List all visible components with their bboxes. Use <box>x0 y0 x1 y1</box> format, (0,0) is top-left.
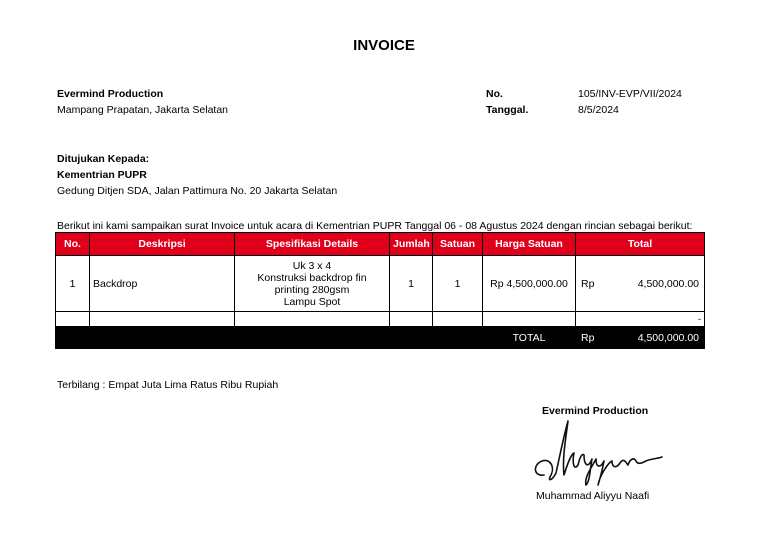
spec-line: Konstruksi backdrop fin <box>257 271 367 284</box>
total-currency: Rp <box>581 277 595 290</box>
table-header-row <box>56 233 705 256</box>
invoice-items-table <box>55 232 705 349</box>
cell-specification <box>235 256 390 312</box>
seller-address: Mampang Prapatan, Jakarta Selatan <box>57 104 229 116</box>
grand-total-cell <box>576 327 705 349</box>
header-quantity: Jumlah <box>390 233 433 256</box>
grand-total-value: 4,500,000.00 <box>637 331 699 344</box>
cell-total <box>576 256 705 312</box>
cell-quantity: 1 <box>390 256 433 312</box>
header-unit: Satuan <box>433 233 483 256</box>
cell-no: 1 <box>56 256 90 312</box>
amount-in-words: Terbilang : Empat Juta Lima Ratus Ribu Rupiah <box>57 379 279 391</box>
header-specification: Spesifikasi Details <box>235 233 390 256</box>
total-value: 4,500,000.00 <box>637 277 699 290</box>
invoice-title: INVOICE <box>353 37 415 54</box>
spec-line: Uk 3 x 4 <box>292 259 332 272</box>
cell-unit: 1 <box>433 256 483 312</box>
invoice-number-value: 105/INV-EVP/VII/2024 <box>578 88 682 100</box>
signatory-name: Muhammad Aliyyu Naafi <box>536 490 650 502</box>
table-row <box>56 256 705 312</box>
invoice-date-value: 8/5/2024 <box>578 104 619 116</box>
signature-company: Evermind Production <box>542 405 649 417</box>
price-currency: Rp <box>490 277 504 290</box>
header-description: Deskripsi <box>90 233 235 256</box>
handwritten-signature <box>530 415 670 487</box>
header-unit-price: Harga Satuan <box>483 233 576 256</box>
total-row <box>56 327 705 349</box>
table-row-empty <box>56 312 705 327</box>
spec-line: printing 280gsm <box>274 283 350 296</box>
cell-description: Backdrop <box>90 256 235 312</box>
price-value: 4,500,000.00 <box>506 277 568 290</box>
header-no: No. <box>56 233 90 256</box>
spec-line: Lampu Spot <box>283 295 341 308</box>
empty-row-total: - <box>576 312 705 327</box>
cell-unit-price <box>483 256 576 312</box>
invoice-date-label: Tanggal. <box>486 104 529 116</box>
recipient-label: Ditujukan Kepada: <box>57 153 150 165</box>
grand-total-currency: Rp <box>581 331 595 344</box>
intro-text: Berikut ini kami sampaikan surat Invoice untuk acara di Kementrian PUPR Tanggal 06 - 08 Agustus 2024 dengan rincian sebagai berikut: <box>57 220 693 232</box>
total-label: TOTAL <box>483 327 576 349</box>
recipient-address: Gedung Ditjen SDA, Jalan Pattimura No. 20 Jakarta Selatan <box>57 185 338 197</box>
seller-name: Evermind Production <box>57 88 164 100</box>
invoice-number-label: No. <box>486 88 503 100</box>
header-total: Total <box>576 233 705 256</box>
recipient-name: Kementrian PUPR <box>57 169 147 181</box>
